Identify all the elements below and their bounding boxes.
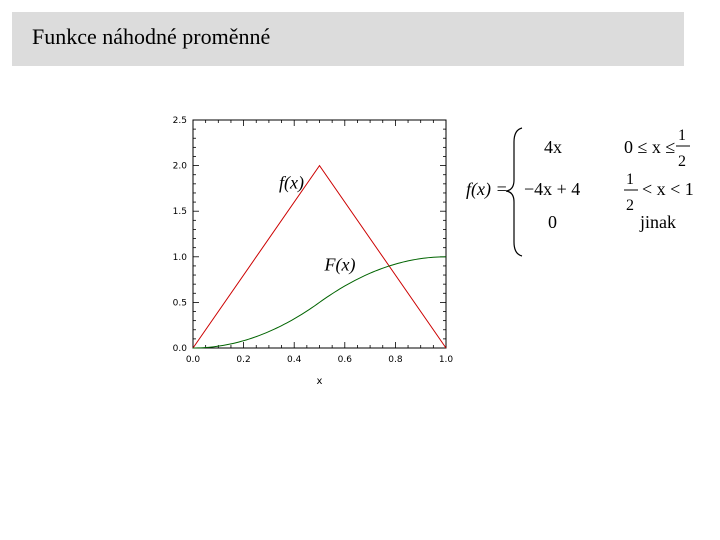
left-brace — [506, 128, 522, 256]
y-tick-label: 2.5 — [172, 116, 187, 126]
case-2-frac-den: 2 — [626, 197, 634, 214]
x-tick-label: 0.0 — [185, 355, 201, 365]
y-tick-label: 2.0 — [172, 161, 187, 172]
case-1-condition-left: 0 ≤ x ≤ — [624, 137, 676, 157]
x-tick-label: 0.6 — [337, 355, 352, 365]
annotation-cdf-label: F(x) — [324, 254, 356, 275]
x-tick-label: 0.2 — [236, 355, 251, 365]
y-tick-label: 0.5 — [172, 298, 187, 309]
slide-title: Funkce náhodné proměnné — [32, 24, 271, 49]
case-3-condition: jinak — [640, 212, 676, 232]
x-tick-label: 0.8 — [388, 355, 403, 365]
x-tick-label: 0.4 — [287, 355, 302, 365]
x-tick-label: 1.0 — [438, 355, 454, 365]
formula-lhs: f(x) = — [466, 179, 508, 199]
y-tick-label: 0.0 — [172, 344, 187, 354]
case-2-expr: −4x + 4 — [524, 179, 581, 199]
case-1-frac-num: 1 — [678, 127, 686, 144]
y-tick-label: 1.0 — [172, 252, 187, 263]
case-1-frac-den: 2 — [678, 153, 686, 170]
case-3-expr: 0 — [548, 212, 557, 232]
case-2-condition-right: < x < 1 — [642, 179, 694, 199]
x-axis-label: x — [316, 376, 323, 387]
case-2-frac-num: 1 — [626, 171, 634, 188]
annotation-density-label: f(x) — [279, 172, 305, 193]
case-1-expr: 4x — [544, 137, 562, 157]
y-tick-label: 1.5 — [172, 207, 187, 218]
